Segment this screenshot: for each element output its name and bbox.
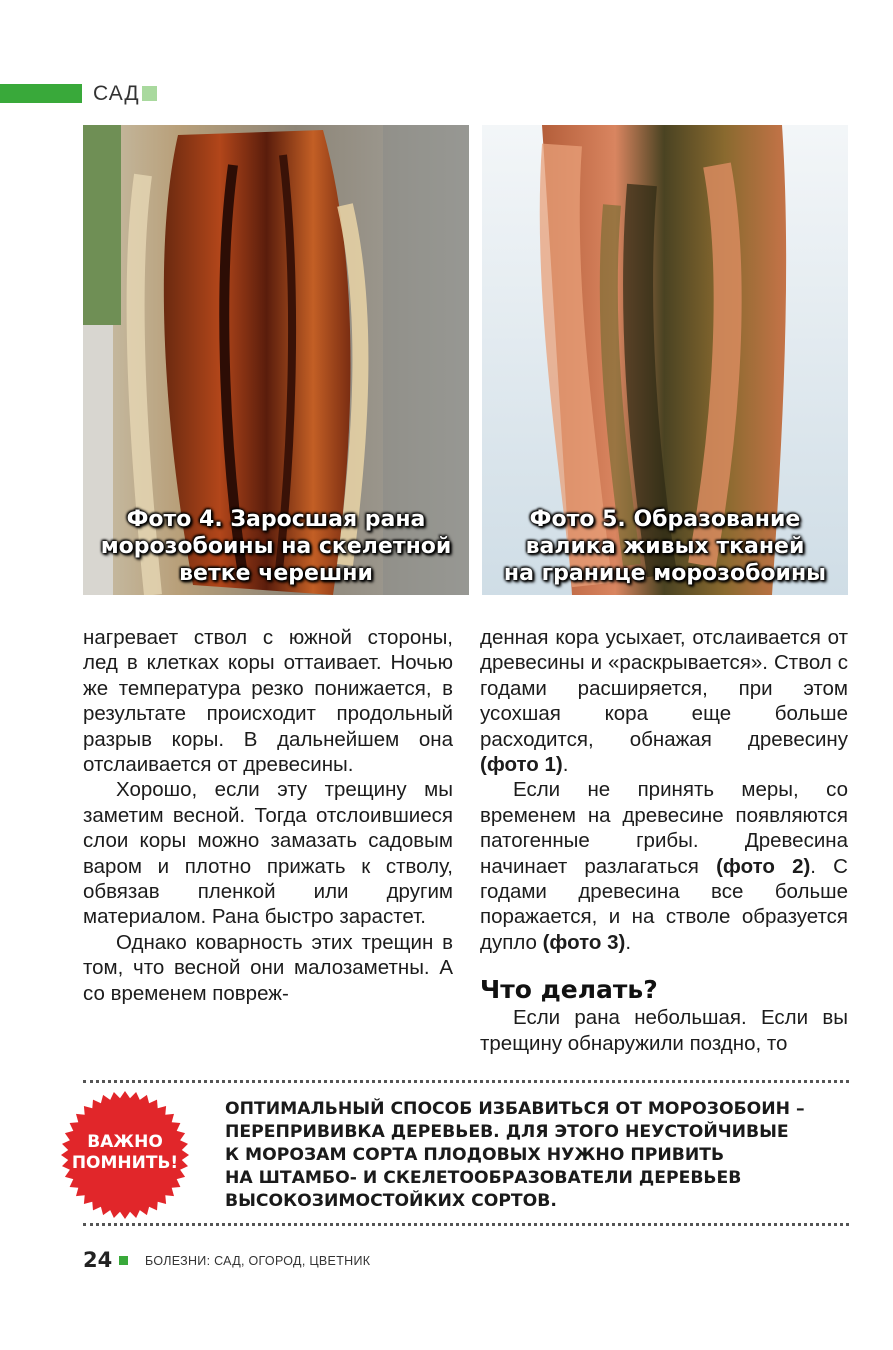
section-label: САД (93, 82, 140, 105)
paragraph: нагревает ствол с южной стороны, лед в клетках коры оттаивает. Ночью же температура резко понижается, в результате происходит продольный разрыв коры. В дальнейшем она отслаивается от древесины. (83, 626, 453, 777)
article-right-column (480, 625, 848, 1056)
paragraph: Если рана небольшая. Если вы трещину обнаружили поздно, то (480, 1006, 848, 1055)
paragraph-text: . С годами древесина все больше поражается, и на стволе образуется дупло (480, 854, 848, 954)
paragraph-text: денная кора усыхает, отслаивается от древесины и «раскрывается». Ствол с годами расширяется, при этом усохшая кора еще больше расходится, обнажая древесину (480, 626, 848, 751)
paragraph-text: . (562, 753, 569, 777)
photo-5-callus-ridge (482, 125, 848, 595)
important-note: ОПТИМАЛЬНЫЙ СПОСОБ ИЗБАВИТЬСЯ ОТ МОРОЗОБОИН – ПЕРЕПРИВИВКА ДЕРЕВЬЕВ. ДЛЯ ЭТОГО НЕУСТОЙЧИВЫЕ К МОРОЗАМ СОРТА ПЛОДОВЫХ НУЖНО ПРИВИТЬ НА ШТАМБО- И СКЕЛЕТООБРАЗОВАТЕЛИ ДЕРЕВЬЕВ ВЫСОКОЗИМОСТОЙКИХ СОРТОВ. (225, 1099, 805, 1211)
photo-reference: (фото 2) (716, 854, 811, 878)
photo-5-caption (482, 506, 848, 587)
paragraph: Хорошо, если эту трещину мы заметим весной. Тогда отслоившиеся слои коры можно замазать садовым варом и плотно прижать к стволу, обвязав пленкой или другим материалом. Рана быстро зарастет. (83, 778, 453, 929)
paragraph-text: . (625, 930, 632, 954)
paragraph (480, 777, 848, 955)
callout-divider-bottom (83, 1223, 849, 1226)
photo-4-caption (83, 506, 469, 587)
photo-4-caption-line: Фото 4. Заросшая рана (126, 507, 426, 532)
badge-line: ВАЖНО (87, 1132, 163, 1152)
page-number: 24 (83, 1248, 113, 1272)
photo-4-caption-line: ветке черешни (179, 561, 373, 586)
photo-4-frost-crack-cherry (83, 125, 469, 595)
paragraph (480, 625, 848, 777)
photo-4-caption-line: морозобоины на скелетной (100, 534, 452, 559)
photo-5-caption-line: Фото 5. Образование (529, 507, 801, 532)
paragraph: Однако коварность этих трещин в том, что весной они малозаметны. А со временем повреж- (83, 930, 453, 1005)
publication-title: БОЛЕЗНИ: САД, ОГОРОД, ЦВЕТНИК (145, 1254, 371, 1268)
photo-5-caption-line: на границе морозобоины (503, 561, 827, 586)
paragraph-text: Если не принять меры, со временем на древесине появляются патогенные грибы. Древесина начинает разлагаться (480, 778, 848, 878)
photo-reference: (фото 1) (480, 753, 563, 777)
subheading: Что делать? (480, 975, 658, 1005)
photo-reference: (фото 3) (542, 930, 626, 954)
photo-5-caption-line: валика живых тканей (525, 534, 805, 559)
section-accent-bar (0, 84, 82, 103)
callout-divider-top (83, 1080, 849, 1083)
important-badge-label (60, 1132, 190, 1174)
article-left-column (83, 625, 453, 1006)
footer-accent-square (119, 1256, 128, 1265)
badge-line: ПОМНИТЬ! (71, 1153, 179, 1173)
section-accent-square (142, 86, 157, 101)
